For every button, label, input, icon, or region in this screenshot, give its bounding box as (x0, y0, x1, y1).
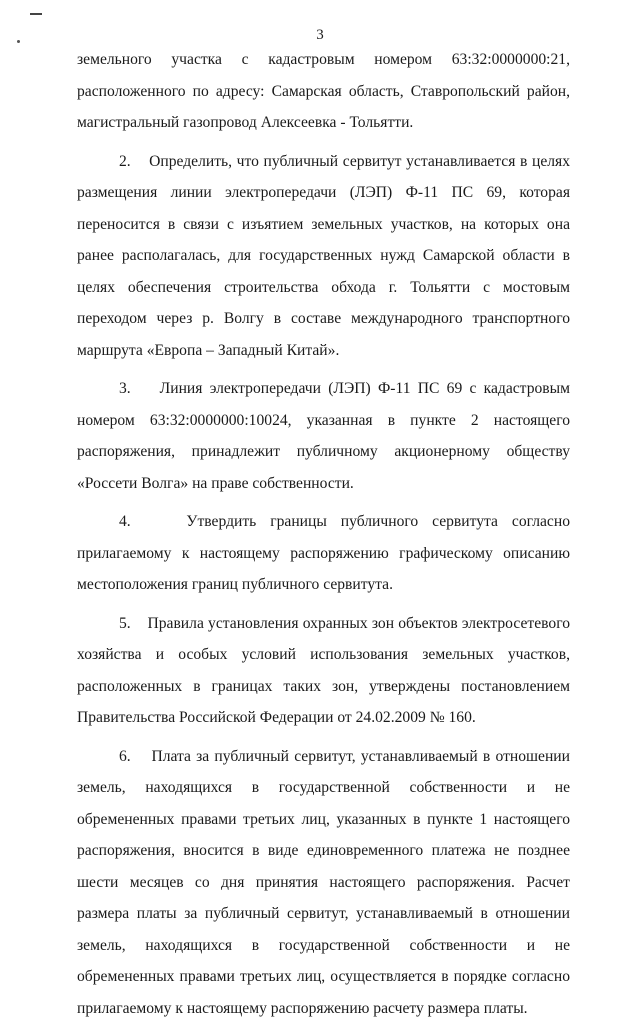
paragraph-item-2: 2. Определить, что публичный сервитут устанавливается в целях размещения линии электропередачи (ЛЭП) Ф-11 ПС 69, которая переносится в связи с изъятием земельных участков, на которых она ранее располагалась, для государственных нужд Самарской области в целях обеспечения строительства обхода г. Тольятти с мостовым переходом через р. Волгу в составе международного транспортного маршрута «Европа – Западный Китай». (77, 146, 570, 367)
paragraph-continuation: земельного участка с кадастровым номером 63:32:0000000:21, расположенного по адресу: Самарская область, Ставропольский район, магистральный газопровод Алексеевка - Тольятти. (77, 44, 570, 139)
page-number: 3 (0, 27, 640, 44)
document-body (77, 44, 570, 1024)
paragraph-item-6: 6. Плата за публичный сервитут, устанавливаемый в отношении земель, находящихся в государственной собственности и не обремененных правами третьих лиц, указанных в пункте 1 настоящего распоряжения, вносится в виде единовременного платежа не позднее шести месяцев со дня принятия настоящего распоряжения. Расчет размера платы за публичный сервитут, устанавливаемый в отношении земель, находящихся в государственной собственности и не обремененных правами третьих лиц, осуществляется в порядке согласно прилагаемому к настоящему распоряжению расчету размера платы. (77, 741, 570, 1024)
paragraph-item-3: 3. Линия электропередачи (ЛЭП) Ф-11 ПС 69 с кадастровым номером 63:32:0000000:10024, указанная в пункте 2 настоящего распоряжения, принадлежит публичному акционерному обществу «Россети Волга» на праве собственности. (77, 373, 570, 499)
paragraph-item-4: 4. Утвердить границы публичного сервитута согласно прилагаемому к настоящему распоряжению графическому описанию местоположения границ публичного сервитута. (77, 506, 570, 601)
scan-mark (30, 13, 42, 15)
paragraph-item-5: 5. Правила установления охранных зон объектов электросетевого хозяйства и особых условий использования земельных участков, расположенных в границах таких зон, утверждены постановлением Правительства Российской Федерации от 24.02.2009 № 160. (77, 608, 570, 734)
